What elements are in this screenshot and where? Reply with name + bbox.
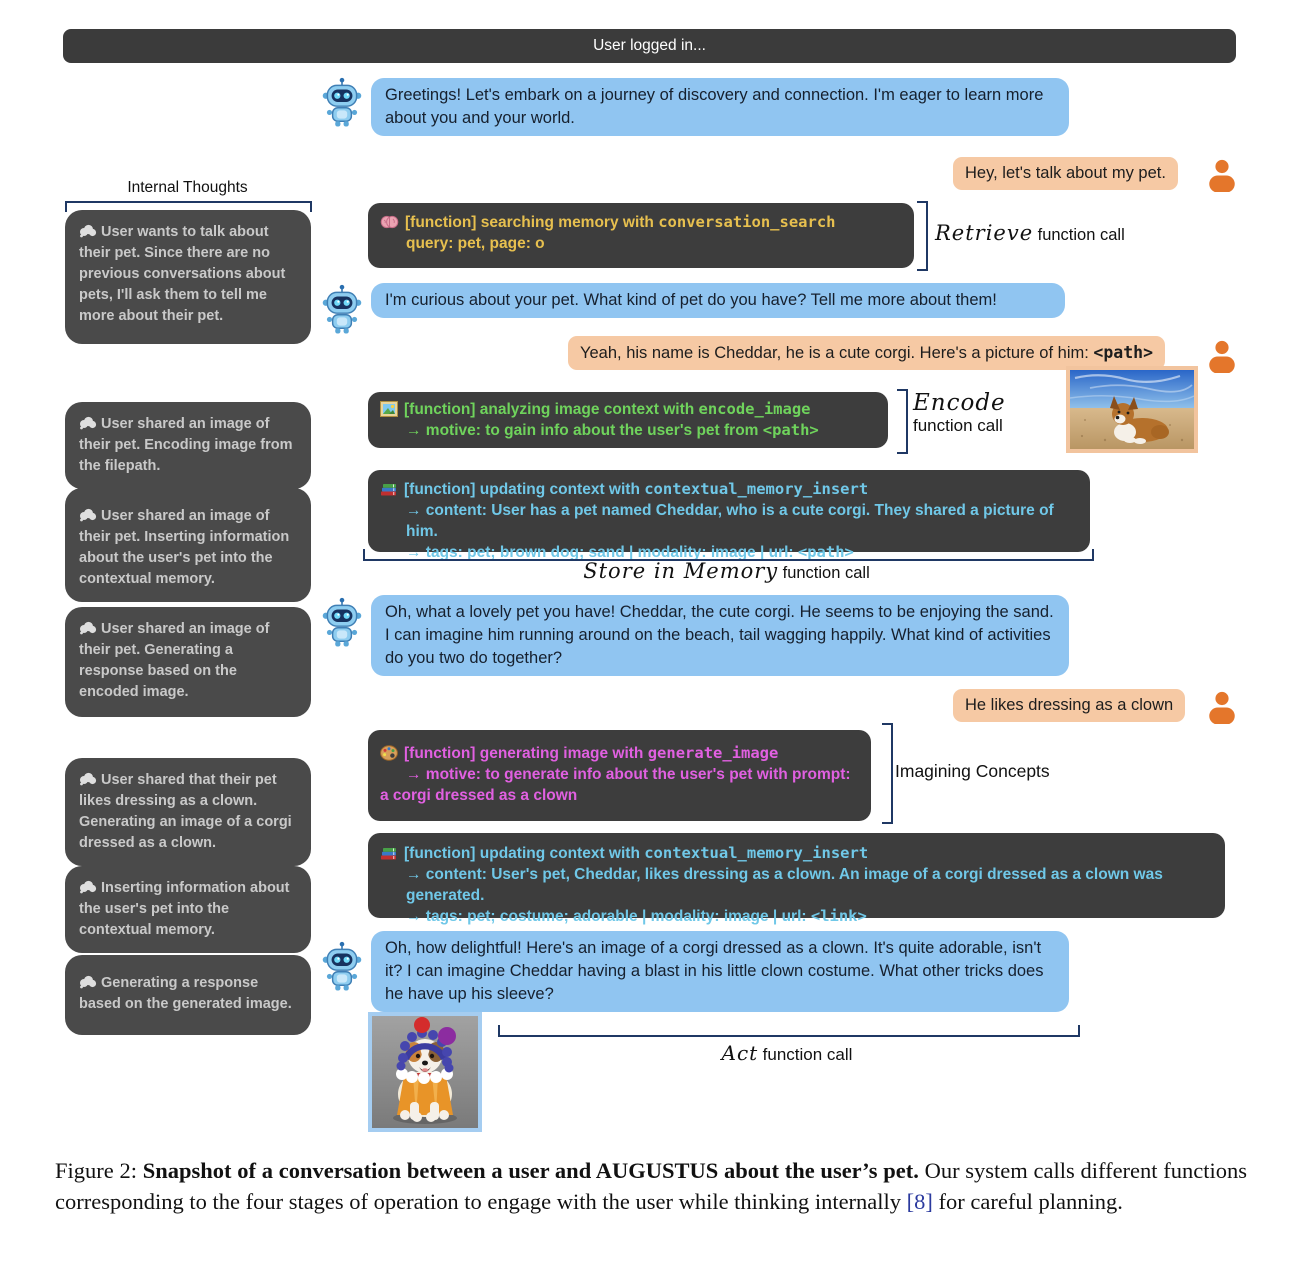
- thought-cloud-icon: [79, 880, 97, 894]
- thought-cloud-icon: [79, 772, 97, 786]
- thought-cloud-icon: [79, 975, 97, 989]
- function-text: [function] generating image with: [404, 745, 648, 762]
- bot-message-text: I'm curious about your pet. What kind of pet do you have? Tell me more about them!: [385, 291, 997, 309]
- bot-message-text: Oh, what a lovely pet you have! Cheddar, the cute corgi. He seems to be enjoying the sand. I can imagine him running around on the beach, tail wagging happily. What kind of activities do you two do together?: [385, 603, 1054, 667]
- palette-icon: [380, 745, 398, 761]
- thought-bubble: [65, 402, 311, 489]
- encode-bracket: [897, 389, 908, 454]
- thought-text: Generating a response based on the generated image.: [79, 975, 292, 1012]
- thought-cloud-icon: [79, 416, 97, 430]
- bot-message: [371, 283, 1065, 318]
- caption-middle: Our system calls different functions corresponding to the four stages of operation to engage with the user while thinking internally: [55, 1158, 1248, 1214]
- user-message: [568, 336, 1165, 370]
- internal-thoughts-title: Internal Thoughts: [127, 179, 248, 196]
- user-avatar-icon: [1206, 690, 1238, 724]
- path-token: <path>: [762, 421, 819, 439]
- function-call-store-memory-1: [368, 470, 1090, 561]
- books-icon: [380, 481, 398, 497]
- function-call-store-memory-2: [368, 833, 1225, 925]
- user-avatar-icon: [1206, 158, 1238, 192]
- path-token: <path>: [797, 543, 854, 561]
- function-args: [380, 420, 876, 441]
- stage-name: Encode: [913, 390, 1006, 416]
- caption-bold: Snapshot of a conversation between a user and AUGUSTUS about the user’s pet.: [142, 1158, 919, 1183]
- figure-caption: [55, 1155, 1247, 1217]
- function-line: [380, 212, 902, 233]
- retrieve-bracket: [917, 201, 928, 271]
- user-message: [953, 689, 1185, 722]
- function-text: [function] analyzing image context with: [404, 401, 699, 418]
- bot-avatar: [320, 941, 364, 991]
- function-name-code: encode_image: [698, 400, 811, 418]
- framed-picture-icon: [380, 401, 398, 417]
- thought-cloud-icon: [79, 224, 97, 238]
- retrieve-stage-label: [935, 221, 1125, 245]
- stage-name: Store in Memory: [583, 559, 779, 583]
- thought-bubble: [65, 210, 311, 344]
- status-banner: [63, 29, 1236, 63]
- imagining-bracket: [882, 723, 893, 824]
- thought-text: User wants to talk about their pet. Since there are no previous conversations about pets, I'll ask them to tell me more about their pet.: [79, 224, 286, 324]
- stage-name: Act: [721, 1041, 759, 1065]
- stage-suffix: function call: [762, 1045, 853, 1064]
- function-call-encode: [368, 392, 888, 448]
- function-text: → motive: to gain info about the user's pet from: [406, 422, 763, 439]
- thought-text: Inserting information about the user's pet into the contextual memory.: [79, 880, 290, 938]
- caption-prefix: Figure 2:: [55, 1158, 143, 1183]
- link-token: <link>: [810, 907, 867, 925]
- bot-avatar: [320, 77, 364, 127]
- pet-photo-beach: [1066, 366, 1198, 453]
- function-line: [380, 843, 1213, 864]
- thought-bubble: [65, 758, 311, 866]
- function-args: → content: User has a pet named Cheddar, who is a cute corgi. They shared a picture of him.: [406, 502, 1054, 540]
- function-text: → tags: pet; costume; adorable | modality: image | url:: [406, 908, 811, 925]
- caption-suffix: for careful planning.: [932, 1189, 1123, 1214]
- function-name-code: contextual_memory_insert: [644, 844, 869, 862]
- bot-message: [371, 931, 1069, 1012]
- bot-avatar: [320, 597, 364, 647]
- thought-text: User shared that their pet likes dressing as a clown. Generating an image of a corgi dressed as a clown.: [79, 772, 292, 851]
- encode-stage-label: [913, 390, 1006, 436]
- function-line: [380, 743, 859, 764]
- function-name-code: conversation_search: [658, 213, 836, 231]
- thought-bubble: [65, 955, 311, 1035]
- path-token: <path>: [1093, 343, 1154, 362]
- citation-link[interactable]: [8]: [906, 1189, 933, 1214]
- generated-image-clown-corgi: [368, 1012, 482, 1132]
- thought-cloud-icon: [79, 621, 97, 635]
- act-bracket: [498, 1025, 1080, 1037]
- function-text: → tags: pet; brown dog; sand | modality: image | url:: [406, 544, 798, 561]
- user-message-text: Hey, let's talk about my pet.: [965, 164, 1166, 182]
- stage-suffix: function call: [782, 564, 870, 582]
- stage-suffix: function call: [1037, 226, 1125, 244]
- user-message-text: He likes dressing as a clown: [965, 696, 1174, 714]
- function-call-generate-image: [368, 730, 871, 821]
- user-message: [953, 157, 1178, 190]
- stage-suffix: function call: [913, 416, 1003, 435]
- function-text: [function] updating context with: [404, 481, 645, 498]
- thought-bubble: [65, 488, 311, 602]
- function-line: [380, 479, 1078, 500]
- function-args: → content: User's pet, Cheddar, likes dressing as a clown. An image of a corgi dressed as a clown was generated.: [406, 866, 1163, 904]
- function-name-code: generate_image: [647, 744, 779, 762]
- function-args: [380, 906, 1213, 927]
- function-text: [function] searching memory with: [405, 214, 659, 231]
- act-stage-label: [498, 1041, 1076, 1065]
- user-avatar-icon: [1206, 339, 1238, 373]
- function-line: [380, 399, 876, 420]
- thought-text: User shared an image of their pet. Generating a response based on the encoded image.: [79, 621, 270, 700]
- store-memory-stage-label: [363, 559, 1090, 583]
- function-call-retrieve: [368, 203, 914, 268]
- function-name-code: contextual_memory_insert: [644, 480, 869, 498]
- bot-message-text: Greetings! Let's embark on a journey of discovery and connection. I'm eager to learn more about you and your world.: [385, 86, 1044, 127]
- bot-avatar: [320, 284, 364, 334]
- imagining-stage-label: Imagining Concepts: [895, 761, 1050, 781]
- user-message-text: Yeah, his name is Cheddar, he is a cute corgi. Here's a picture of him:: [580, 344, 1094, 362]
- function-text: [function] updating context with: [404, 845, 645, 862]
- bot-message: [371, 595, 1069, 676]
- thought-cloud-icon: [79, 508, 97, 522]
- stage-name: Retrieve: [935, 221, 1034, 245]
- thought-text: User shared an image of their pet. Inserting information about the user's pet into the contextual memory.: [79, 508, 290, 587]
- function-args: query: pet, page: o: [406, 235, 545, 252]
- thought-bubble: [65, 866, 311, 953]
- function-args: → motive: to generate info about the user's pet with prompt: a corgi dressed as a clown: [380, 766, 851, 804]
- brain-icon: [380, 214, 399, 230]
- status-banner-text: User logged in...: [593, 37, 706, 54]
- bot-message-text: Oh, how delightful! Here's an image of a corgi dressed as a clown. It's quite adorable, isn't it? I can imagine Cheddar having a blast in his little clown costume. What other tricks does he have up his sleeve?: [385, 939, 1044, 1003]
- books-icon: [380, 845, 398, 861]
- thought-text: User shared an image of their pet. Encoding image from the filepath.: [79, 416, 293, 474]
- bot-message: [371, 78, 1069, 136]
- thought-bubble: [65, 607, 311, 717]
